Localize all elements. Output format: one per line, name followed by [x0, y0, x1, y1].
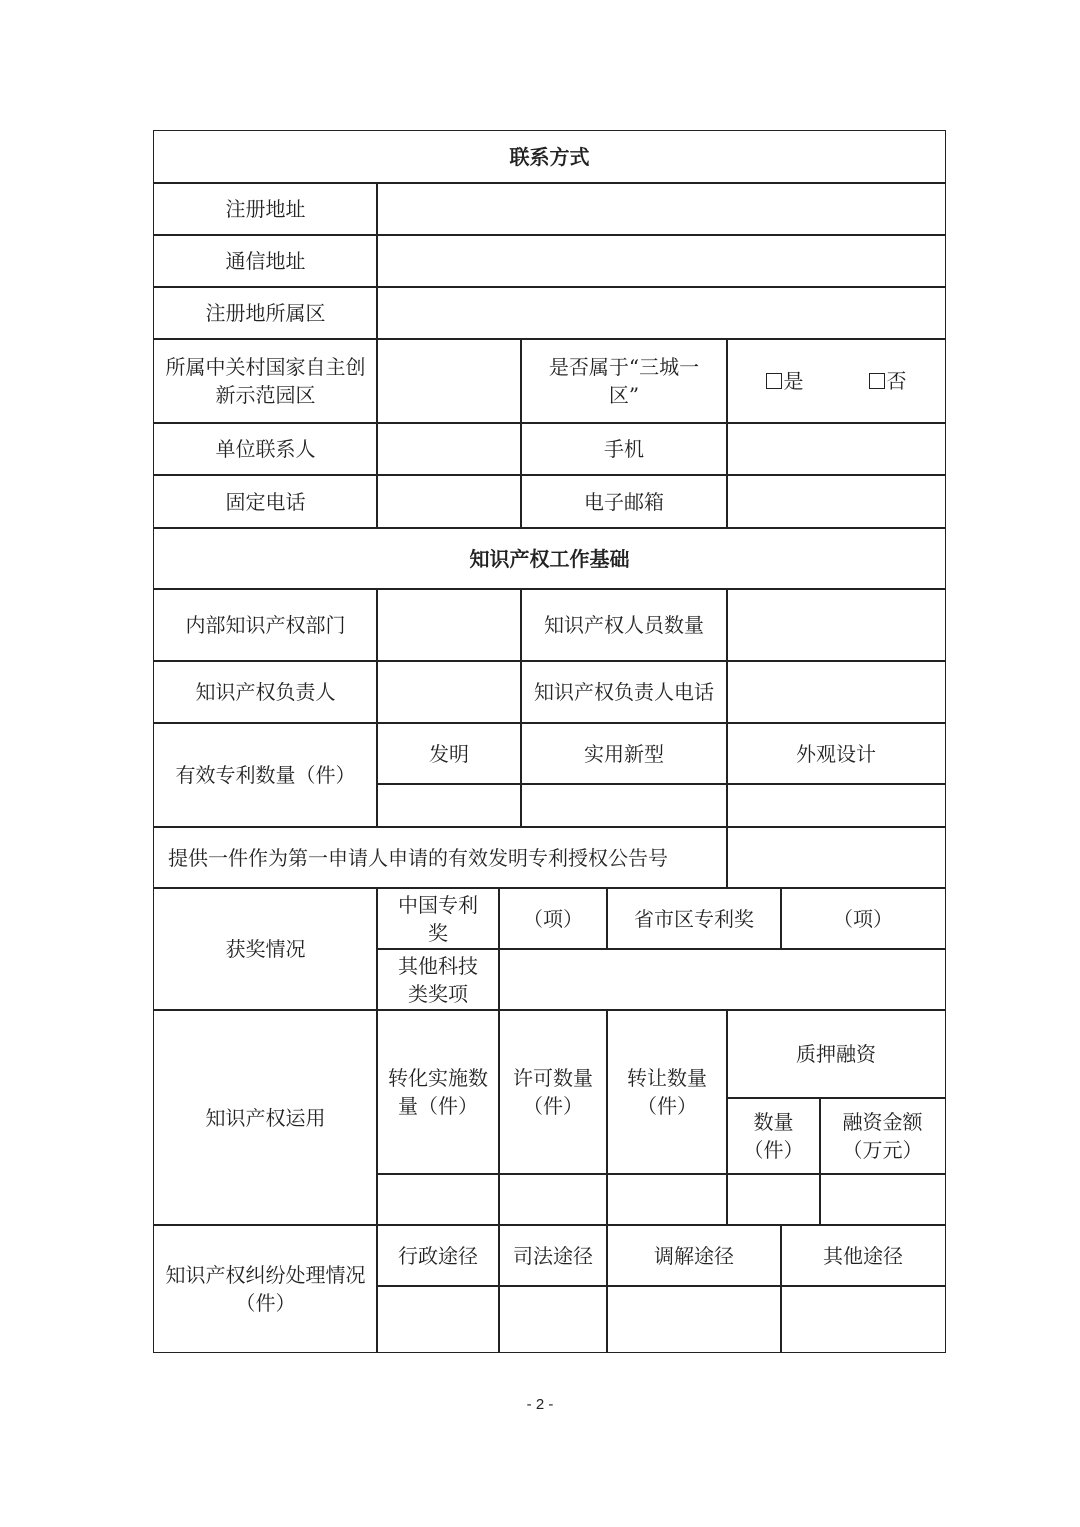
header-transfer-count: 转让数量（件） — [606, 1009, 728, 1175]
field-transform-count[interactable] — [376, 1173, 500, 1226]
label-grant-number: 提供一件作为第一申请人申请的有效发明专利授权公告号 — [153, 826, 728, 889]
header-design: 外观设计 — [726, 722, 946, 785]
field-ip-staff-count[interactable] — [726, 588, 946, 662]
field-china-patent-award[interactable]: （项） — [498, 887, 608, 950]
field-design-count[interactable] — [726, 783, 946, 828]
label-local-patent-award: 省市区专利奖 — [606, 887, 782, 950]
field-pledge-quantity[interactable] — [726, 1173, 821, 1226]
checkbox-square-icon — [766, 373, 782, 389]
field-invention-count[interactable] — [376, 783, 522, 828]
field-pledge-amount[interactable] — [819, 1173, 946, 1226]
field-utility-count[interactable] — [520, 783, 728, 828]
header-pledge-financing: 质押融资 — [726, 1009, 946, 1099]
label-other-awards: 其他科技类奖项 — [376, 948, 500, 1011]
checkbox-square-icon — [869, 373, 885, 389]
field-email[interactable] — [726, 474, 946, 529]
label-reg-district: 注册地所属区 — [153, 286, 378, 340]
field-mobile[interactable] — [726, 422, 946, 476]
field-ip-manager-phone[interactable] — [726, 660, 946, 724]
field-landline[interactable] — [376, 474, 522, 529]
field-transfer-count[interactable] — [606, 1173, 728, 1226]
label-ip-manager: 知识产权负责人 — [153, 660, 378, 724]
header-utility-model: 实用新型 — [520, 722, 728, 785]
label-three-city: 是否属于“三城一区” — [520, 338, 728, 424]
field-license-count[interactable] — [498, 1173, 608, 1226]
label-ip-dept: 内部知识产权部门 — [153, 588, 378, 662]
field-judicial-route[interactable] — [498, 1285, 608, 1353]
label-mobile: 手机 — [520, 422, 728, 476]
header-license-count: 许可数量（件） — [498, 1009, 608, 1175]
three-city-choice — [726, 338, 946, 424]
field-other-awards[interactable] — [498, 948, 946, 1011]
label-landline: 固定电话 — [153, 474, 378, 529]
header-judicial-route: 司法途径 — [498, 1224, 608, 1287]
label-ip-manager-phone: 知识产权负责人电话 — [520, 660, 728, 724]
checkbox-no[interactable]: 否 — [869, 367, 907, 395]
label-ip-use: 知识产权运用 — [153, 1009, 378, 1226]
label-ip-staff-count: 知识产权人员数量 — [520, 588, 728, 662]
section-title-contact: 联系方式 — [153, 130, 946, 184]
label-contact-person: 单位联系人 — [153, 422, 378, 476]
field-mediation-route[interactable] — [606, 1285, 782, 1353]
header-mediation-route: 调解途径 — [606, 1224, 782, 1287]
field-contact-person[interactable] — [376, 422, 522, 476]
header-admin-route: 行政途径 — [376, 1224, 500, 1287]
field-reg-address[interactable] — [376, 182, 946, 236]
label-reg-address: 注册地址 — [153, 182, 378, 236]
header-pledge-amount: 融资金额（万元） — [819, 1097, 946, 1175]
field-ip-manager[interactable] — [376, 660, 522, 724]
checkbox-yes[interactable]: 是 — [766, 367, 804, 395]
label-zgc-park: 所属中关村国家自主创新示范园区 — [153, 338, 378, 424]
field-reg-district[interactable] — [376, 286, 946, 340]
page-number: - 2 - — [526, 1396, 554, 1413]
label-awards: 获奖情况 — [153, 887, 378, 1011]
field-local-patent-award[interactable]: （项） — [780, 887, 946, 950]
field-admin-route[interactable] — [376, 1285, 500, 1353]
label-email: 电子邮箱 — [520, 474, 728, 529]
field-other-route[interactable] — [780, 1285, 946, 1353]
field-mail-address[interactable] — [376, 234, 946, 288]
header-pledge-quantity: 数量（件） — [726, 1097, 821, 1175]
label-mail-address: 通信地址 — [153, 234, 378, 288]
label-ip-dispute: 知识产权纠纷处理情况（件） — [153, 1224, 378, 1353]
label-china-patent-award: 中国专利奖 — [376, 887, 500, 950]
header-other-route: 其他途径 — [780, 1224, 946, 1287]
section-title-ip-base: 知识产权工作基础 — [153, 527, 946, 590]
header-transform-count: 转化实施数量（件） — [376, 1009, 500, 1175]
field-grant-number[interactable] — [726, 826, 946, 889]
field-ip-dept[interactable] — [376, 588, 522, 662]
header-invention: 发明 — [376, 722, 522, 785]
field-zgc-park[interactable] — [376, 338, 522, 424]
label-valid-patents: 有效专利数量（件） — [153, 722, 378, 828]
